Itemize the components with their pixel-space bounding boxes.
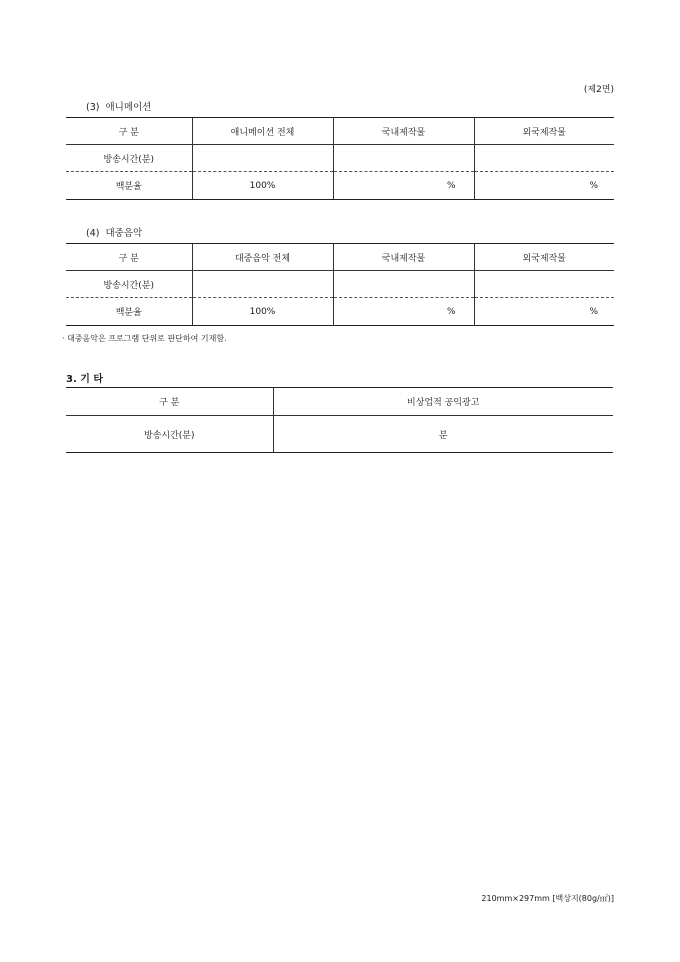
animation-table <box>66 117 614 200</box>
animation-header-foreign: 외국제작물 <box>474 118 614 145</box>
animation-pct-label: 백분율 <box>66 172 192 200</box>
animation-pct-foreign[interactable]: % <box>474 172 614 200</box>
music-pct-row <box>66 298 614 326</box>
animation-time-label: 방송시간(분) <box>66 145 192 172</box>
music-time-domestic-cell[interactable] <box>333 271 474 298</box>
animation-header-category: 구 분 <box>66 118 192 145</box>
animation-time-foreign-cell[interactable] <box>474 145 614 172</box>
paper-spec-footer: 210mm×297mm [백상지(80g/㎡)] <box>481 894 614 903</box>
animation-pct-total: 100% <box>192 172 333 200</box>
other-time-row <box>66 416 613 453</box>
other-header-psa: 비상업적 공익광고 <box>273 388 613 416</box>
music-time-total-cell[interactable] <box>192 271 333 298</box>
animation-pct-row <box>66 172 614 200</box>
other-time-label: 방송시간(분) <box>66 416 273 453</box>
music-pct-foreign[interactable]: % <box>474 298 614 326</box>
animation-section-title <box>86 99 151 113</box>
animation-time-domestic-cell[interactable] <box>333 145 474 172</box>
music-time-row <box>66 271 614 298</box>
music-pct-total: 100% <box>192 298 333 326</box>
animation-pct-domestic[interactable]: % <box>333 172 474 200</box>
music-pct-label: 백분율 <box>66 298 192 326</box>
animation-header-row <box>66 118 614 145</box>
page-number: (제2면) <box>583 85 614 95</box>
animation-section-label: 애니메이션 <box>105 102 152 113</box>
music-table <box>66 243 614 326</box>
animation-time-total-cell[interactable] <box>192 145 333 172</box>
music-header-total: 대중음악 전체 <box>192 244 333 271</box>
animation-header-domestic: 국내제작물 <box>333 118 474 145</box>
music-header-category: 구 분 <box>66 244 192 271</box>
music-section-title <box>86 225 142 239</box>
music-section-label: 대중음악 <box>105 228 143 239</box>
music-header-domestic: 국내제작물 <box>333 244 474 271</box>
other-header-row <box>66 388 613 416</box>
other-section-title: 3. 기 타 <box>66 374 104 385</box>
music-note: · 대중음악은 프로그램 단위로 판단하여 기재함. <box>62 334 227 343</box>
animation-header-total: 애니메이션 전체 <box>192 118 333 145</box>
music-pct-domestic[interactable]: % <box>333 298 474 326</box>
music-time-label: 방송시간(분) <box>66 271 192 298</box>
music-header-row <box>66 244 614 271</box>
animation-time-row <box>66 145 614 172</box>
other-header-category: 구 분 <box>66 388 273 416</box>
other-table <box>66 387 613 453</box>
animation-section-number: (3) <box>86 102 100 113</box>
music-section-number: (4) <box>86 228 100 239</box>
music-time-foreign-cell[interactable] <box>474 271 614 298</box>
other-time-value[interactable]: 분 <box>273 416 613 453</box>
music-header-foreign: 외국제작물 <box>474 244 614 271</box>
